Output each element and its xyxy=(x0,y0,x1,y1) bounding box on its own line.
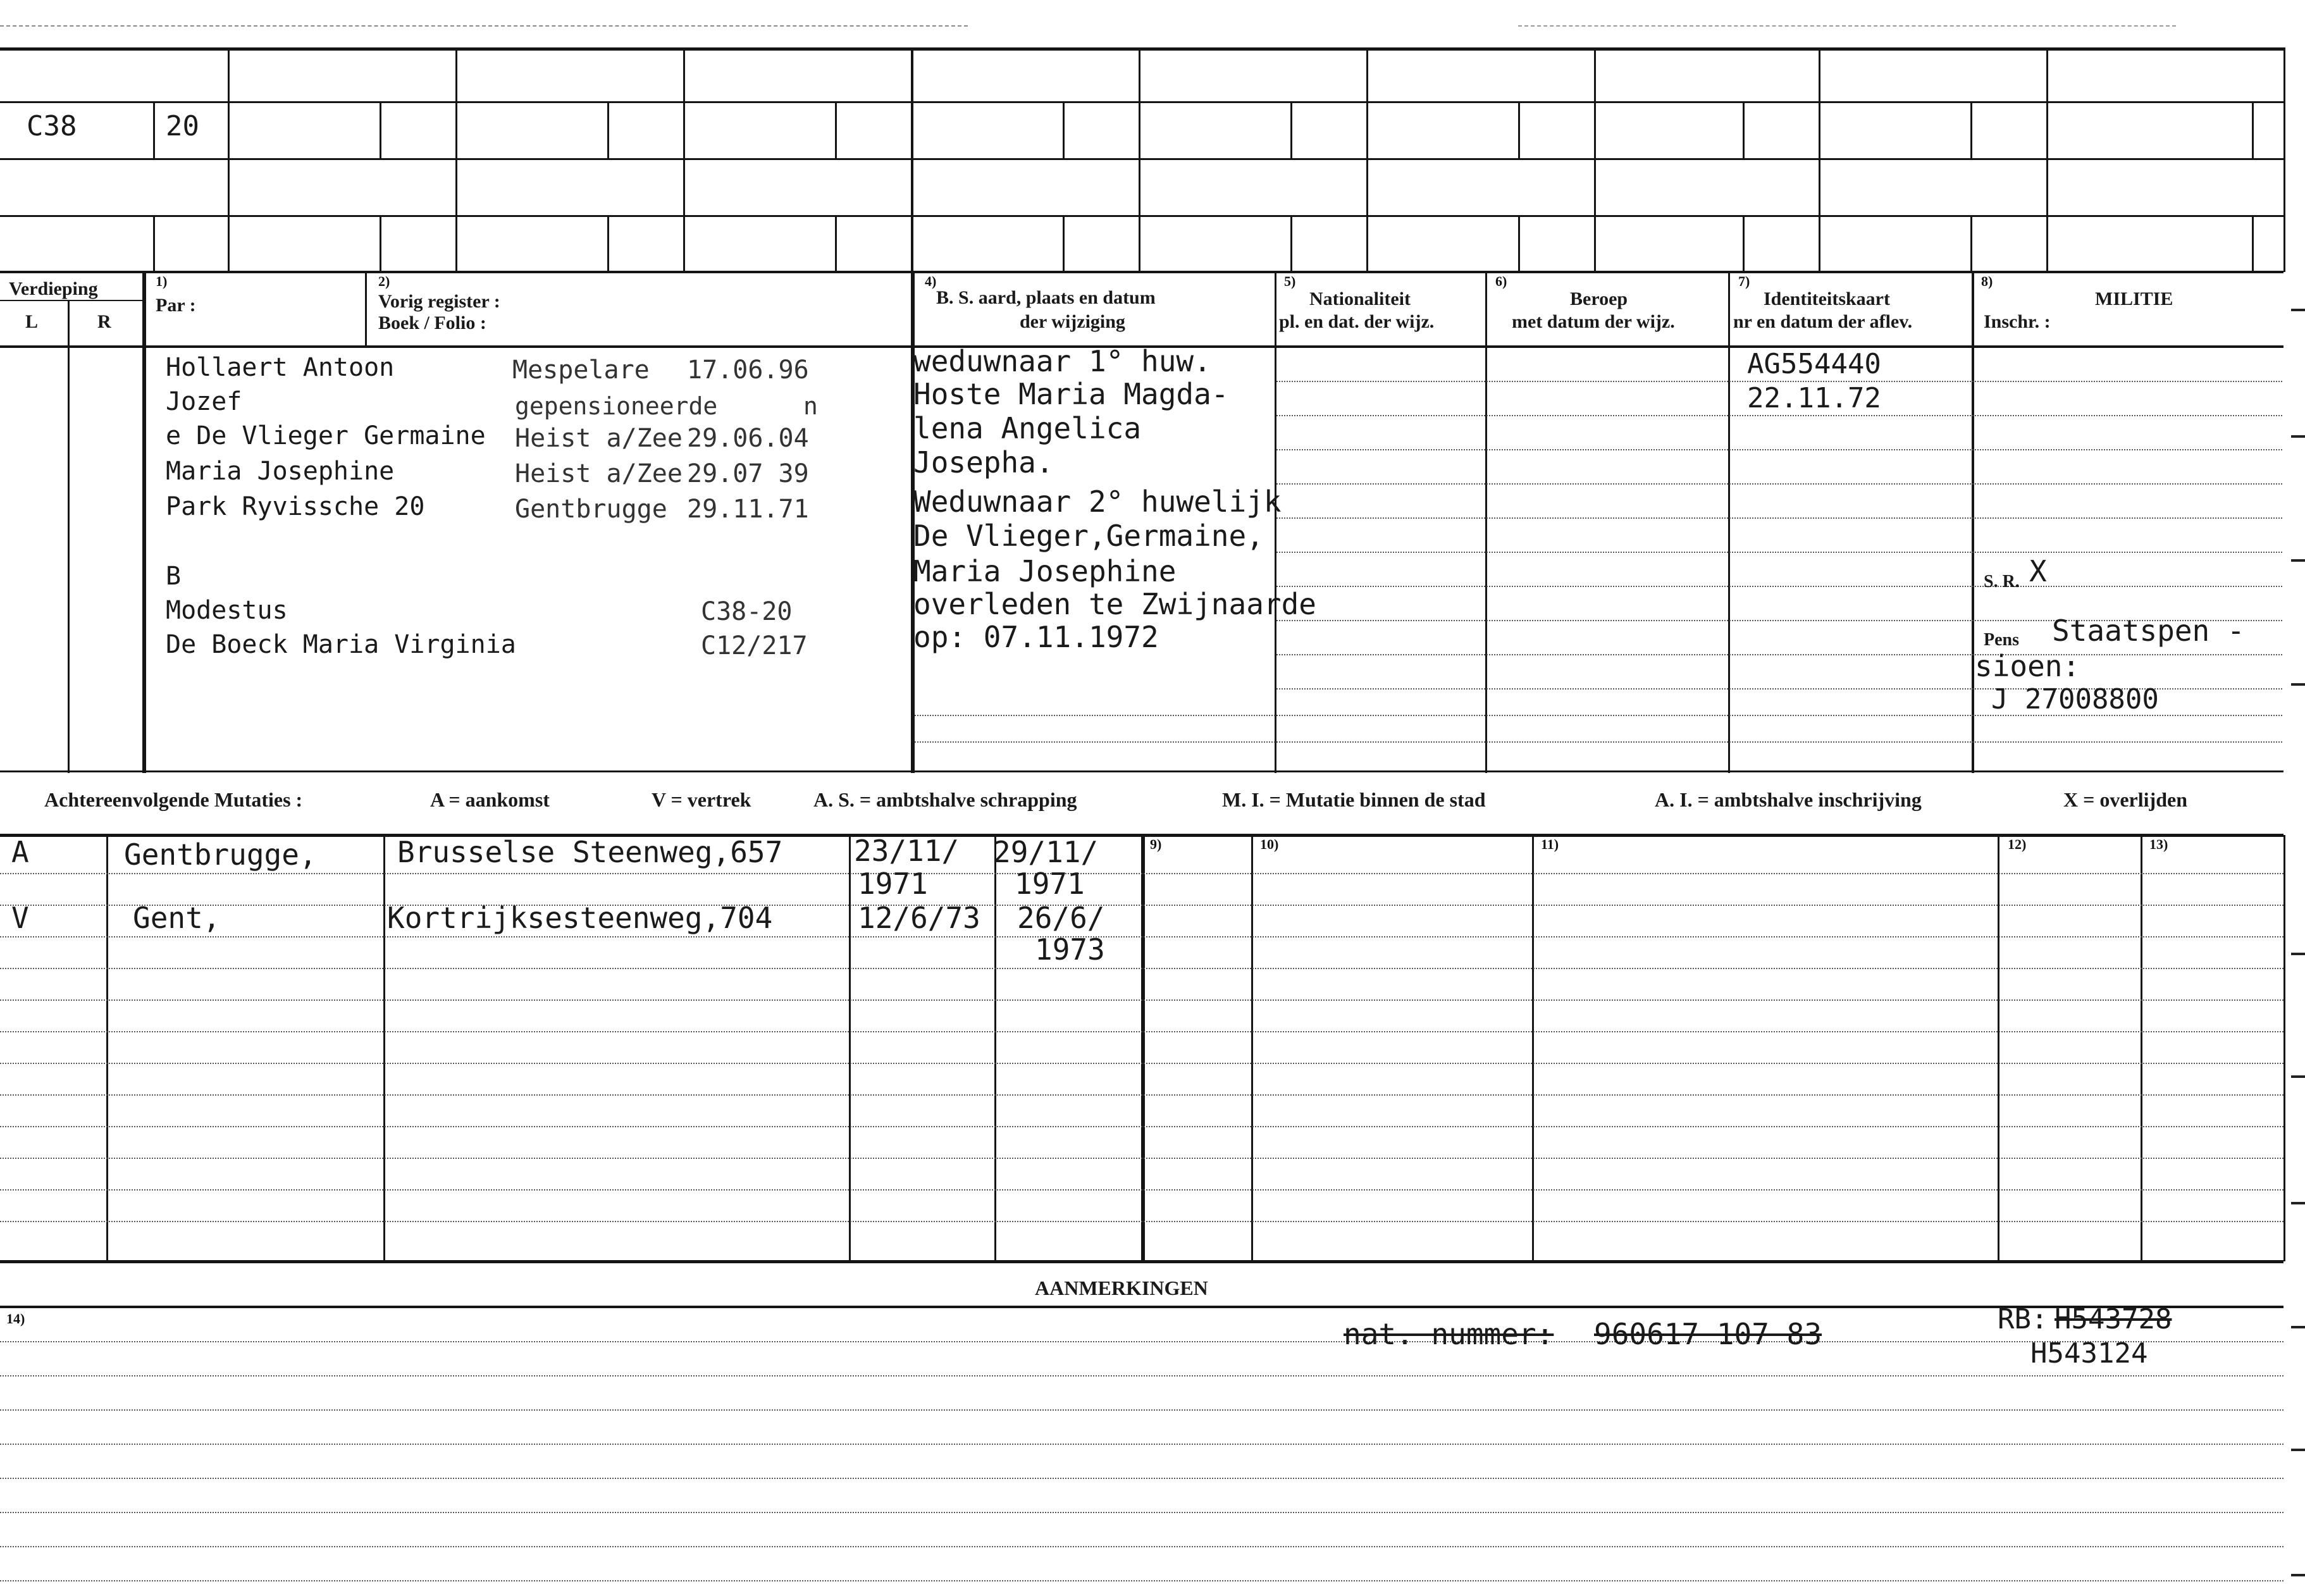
note-1: 1) xyxy=(156,273,168,289)
person-place: Heist a/Zee xyxy=(515,424,683,453)
rb-old: H543728 xyxy=(2055,1303,2172,1335)
col-line xyxy=(1290,215,1292,272)
row-line xyxy=(1276,415,2282,416)
col-note-10: 10) xyxy=(1260,836,1279,852)
pens-value: Staatspen - xyxy=(2052,614,2245,648)
col-line xyxy=(1518,101,1520,158)
row-line xyxy=(0,873,2283,874)
col-line xyxy=(2046,47,2048,272)
mutation-street: Brusselse Steenweg,657 xyxy=(397,835,783,869)
col-line xyxy=(2252,101,2254,158)
col-line xyxy=(1063,215,1065,272)
note-4: 4) xyxy=(925,273,937,289)
remarks-note: 14) xyxy=(6,1311,25,1327)
remarks-top-line xyxy=(0,1306,2283,1308)
r-label: R xyxy=(97,311,111,332)
col-line xyxy=(1728,273,1730,773)
civil-line: weduwnaar 1° huw. xyxy=(913,344,1211,378)
col-note-12: 12) xyxy=(2008,836,2027,852)
grid-line xyxy=(0,101,2283,103)
row-line xyxy=(0,1158,2283,1159)
margin-tick xyxy=(2291,309,2305,311)
mutation-date2: 26/6/ xyxy=(1017,901,1105,935)
person-name: Hollaert Antoon xyxy=(166,353,395,382)
row-line xyxy=(0,1031,2283,1032)
grid-line xyxy=(0,215,2283,217)
legend-x: X = overlijden xyxy=(2063,788,2187,811)
col-line xyxy=(106,835,108,1261)
grid-line xyxy=(0,158,2283,160)
boek-label: Boek / Folio : xyxy=(378,312,486,333)
mutation-city: Gentbrugge, xyxy=(124,838,317,872)
col-line xyxy=(383,835,385,1261)
col-note-13: 13) xyxy=(2149,836,2168,852)
person-name: Jozef xyxy=(166,387,242,416)
mutation-date1: 23/11/ xyxy=(854,834,960,868)
col-line xyxy=(1998,835,1999,1261)
mutation-date2-year: 1971 xyxy=(1015,867,1085,901)
ref-1: C38-20 xyxy=(701,597,793,626)
col-line xyxy=(2141,835,2142,1261)
person-date: 29.07 39 xyxy=(687,459,809,488)
id-label-2: nr en datum der aflev. xyxy=(1733,311,1913,332)
col-line xyxy=(142,273,146,773)
col-line xyxy=(228,47,230,272)
legend-ai: A. I. = ambtshalve inschrijving xyxy=(1655,788,1922,811)
row-line xyxy=(0,1409,2283,1411)
row-line xyxy=(0,1478,2283,1479)
civil-line: lena Angelica xyxy=(913,411,1142,445)
col-line xyxy=(2283,835,2285,1261)
ber-label-1: Beroep xyxy=(1570,288,1628,309)
margin-tick xyxy=(2291,1202,2305,1204)
col-line xyxy=(1972,273,1974,773)
row-line xyxy=(915,741,2282,743)
row-line xyxy=(0,1375,2283,1376)
person-place: Gentbrugge xyxy=(515,495,667,524)
b-label: B xyxy=(166,562,182,591)
row-line xyxy=(1276,517,2282,519)
col-line xyxy=(607,215,609,272)
margin-tick xyxy=(2291,435,2305,438)
vorig-label: Vorig register : xyxy=(378,291,500,312)
person-name: e De Vlieger Germaine xyxy=(166,421,486,450)
mutation-city: Gent, xyxy=(133,901,221,935)
col-line xyxy=(835,101,837,158)
row-line xyxy=(1276,586,2282,587)
pens-number: J 27008800 xyxy=(1991,683,2159,715)
col-line xyxy=(1532,835,1534,1261)
margin-tick xyxy=(2291,953,2305,955)
l-label: L xyxy=(25,311,39,332)
nat-label-2: pl. en dat. der wijz. xyxy=(1279,311,1435,332)
col-line xyxy=(1063,101,1065,158)
col-line xyxy=(1970,215,1972,272)
row-line xyxy=(0,1126,2283,1127)
mutation-type: V xyxy=(11,901,29,935)
par-label: Par : xyxy=(156,295,196,316)
number-value: 20 xyxy=(166,110,199,142)
sr-value: X xyxy=(2029,554,2047,588)
parent-name: De Boeck Maria Virginia xyxy=(166,630,516,659)
rb-new: H543124 xyxy=(2030,1337,2148,1370)
col-line xyxy=(1743,101,1745,158)
top-border xyxy=(0,47,2283,51)
person-date: 29.06.04 xyxy=(687,424,809,453)
col-line xyxy=(1970,101,1972,158)
row-line xyxy=(0,1221,2283,1222)
scan-artifact xyxy=(1518,25,2176,27)
note-2: 2) xyxy=(378,273,390,289)
mutation-date2: 29/11/ xyxy=(993,835,1099,869)
col-note-11: 11) xyxy=(1541,836,1559,852)
row-line xyxy=(0,1094,2283,1096)
remarks-title: AANMERKINGEN xyxy=(1035,1277,1208,1299)
nat-label-1: Nationaliteit xyxy=(1309,288,1411,309)
col-line xyxy=(380,215,381,272)
row-line xyxy=(0,936,2283,937)
ber-label-2: met datum der wijz. xyxy=(1512,311,1675,332)
col-line xyxy=(683,47,685,272)
inschr-label: Inschr. : xyxy=(1984,311,2051,332)
col-line xyxy=(153,101,155,158)
nat-value: 960617 107 83 xyxy=(1594,1317,1822,1351)
person-place: gepensioneerde xyxy=(515,392,718,420)
col-line xyxy=(2283,47,2285,272)
col-line xyxy=(994,835,996,1261)
margin-tick xyxy=(2291,683,2305,686)
person-place: Mespelare xyxy=(512,356,650,385)
pens-cont: sioen: xyxy=(1975,649,2080,683)
modestus: Modestus xyxy=(166,596,288,625)
civil-line: Maria Josephine xyxy=(913,554,1177,588)
pens-label: Pens xyxy=(1984,630,2019,650)
col-line xyxy=(153,215,155,272)
civil-line: Josepha. xyxy=(913,445,1054,479)
col-line xyxy=(911,47,913,272)
id-label-1: Identiteitskaart xyxy=(1764,288,1890,309)
row-line xyxy=(1276,552,2282,553)
person-date: n xyxy=(803,392,818,420)
legend-mi: M. I. = Mutatie binnen de stad xyxy=(1222,788,1486,811)
note-5: 5) xyxy=(1284,273,1296,289)
legend-a: A = aankomst xyxy=(430,788,550,811)
bs-label-2: der wijziging xyxy=(1020,311,1125,332)
row-line xyxy=(1276,654,2282,655)
legend-as: A. S. = ambtshalve schrapping xyxy=(813,788,1077,811)
col-line xyxy=(1366,47,1368,272)
row-line xyxy=(0,1189,2283,1191)
mutation-street: Kortrijksesteenweg,704 xyxy=(387,901,773,935)
margin-tick xyxy=(2291,559,2305,562)
scan-artifact xyxy=(0,25,968,27)
col-line xyxy=(849,835,851,1261)
mutation-type: A xyxy=(11,835,29,869)
person-date: 17.06.96 xyxy=(687,356,809,385)
verdieping-split xyxy=(0,300,142,301)
code-value: C38 xyxy=(27,110,77,142)
identity-number: AG554440 xyxy=(1747,348,1881,380)
bs-label-1: B. S. aard, plaats en datum xyxy=(936,287,1156,308)
row-line xyxy=(1276,483,2282,485)
col-line xyxy=(1594,47,1596,272)
col-line xyxy=(1819,47,1820,272)
col-line xyxy=(1275,273,1276,773)
col-line xyxy=(1485,273,1487,773)
row-line xyxy=(0,1580,2283,1581)
col-line xyxy=(380,101,381,158)
col-line xyxy=(1290,101,1292,158)
note-6: 6) xyxy=(1495,273,1507,289)
col-line xyxy=(68,300,70,773)
row-line xyxy=(1276,449,2282,450)
mutation-date1: 12/6/73 xyxy=(858,901,980,935)
civil-line: overleden te Zwijnaarde xyxy=(913,587,1316,621)
col-line xyxy=(1141,835,1145,1261)
mutation-date2-year: 1973 xyxy=(1035,932,1105,967)
col-line xyxy=(607,101,609,158)
col-line xyxy=(455,47,457,272)
col-line xyxy=(835,215,837,272)
person-date: 29.11.71 xyxy=(687,495,809,524)
row-line xyxy=(0,1444,2283,1445)
rb-label: RB: xyxy=(1998,1303,2048,1335)
row-line xyxy=(0,968,2283,969)
margin-tick xyxy=(2291,1075,2305,1078)
legend-v: V = vertrek xyxy=(652,788,751,811)
row-line xyxy=(0,1512,2283,1513)
row-line xyxy=(0,905,2283,906)
person-name: Park Ryvissche 20 xyxy=(166,492,425,521)
col-line xyxy=(1251,835,1253,1261)
margin-tick xyxy=(2291,1326,2305,1328)
grid-line xyxy=(0,271,2283,273)
row-line xyxy=(0,1341,2283,1342)
ref-2: C12/217 xyxy=(701,631,808,660)
mutation-date1-year: 1971 xyxy=(858,867,928,901)
verdieping-label: Verdieping xyxy=(9,278,98,299)
identity-date: 22.11.72 xyxy=(1747,382,1881,414)
body-bottom-line xyxy=(0,770,2283,772)
col-line xyxy=(2252,215,2254,272)
col-line xyxy=(1139,47,1140,272)
legend-title: Achtereenvolgende Mutaties : xyxy=(44,788,303,811)
civil-line: Hoste Maria Magda- xyxy=(913,377,1229,411)
note-7: 7) xyxy=(1738,273,1750,289)
civil-line: Weduwnaar 2° huwelijk xyxy=(913,485,1282,519)
col-note-9: 9) xyxy=(1150,836,1162,852)
col-line xyxy=(1518,215,1520,272)
row-line xyxy=(0,999,2283,1001)
row-line xyxy=(0,1063,2283,1064)
col-line xyxy=(1743,215,1745,272)
note-8: 8) xyxy=(1981,273,1993,289)
person-place: Heist a/Zee xyxy=(515,459,683,488)
civil-line: De Vlieger,Germaine, xyxy=(913,519,1264,553)
civil-line: op: 07.11.1972 xyxy=(913,620,1159,654)
person-name: Maria Josephine xyxy=(166,457,395,486)
row-line xyxy=(0,1546,2283,1547)
sr-label: S. R. xyxy=(1984,572,2020,591)
col-line xyxy=(365,273,367,348)
militie-label: MILITIE xyxy=(2095,288,2173,309)
nat-label: nat. nummer: xyxy=(1344,1317,1554,1351)
margin-tick xyxy=(2291,1449,2305,1451)
margin-tick xyxy=(2291,1574,2305,1576)
